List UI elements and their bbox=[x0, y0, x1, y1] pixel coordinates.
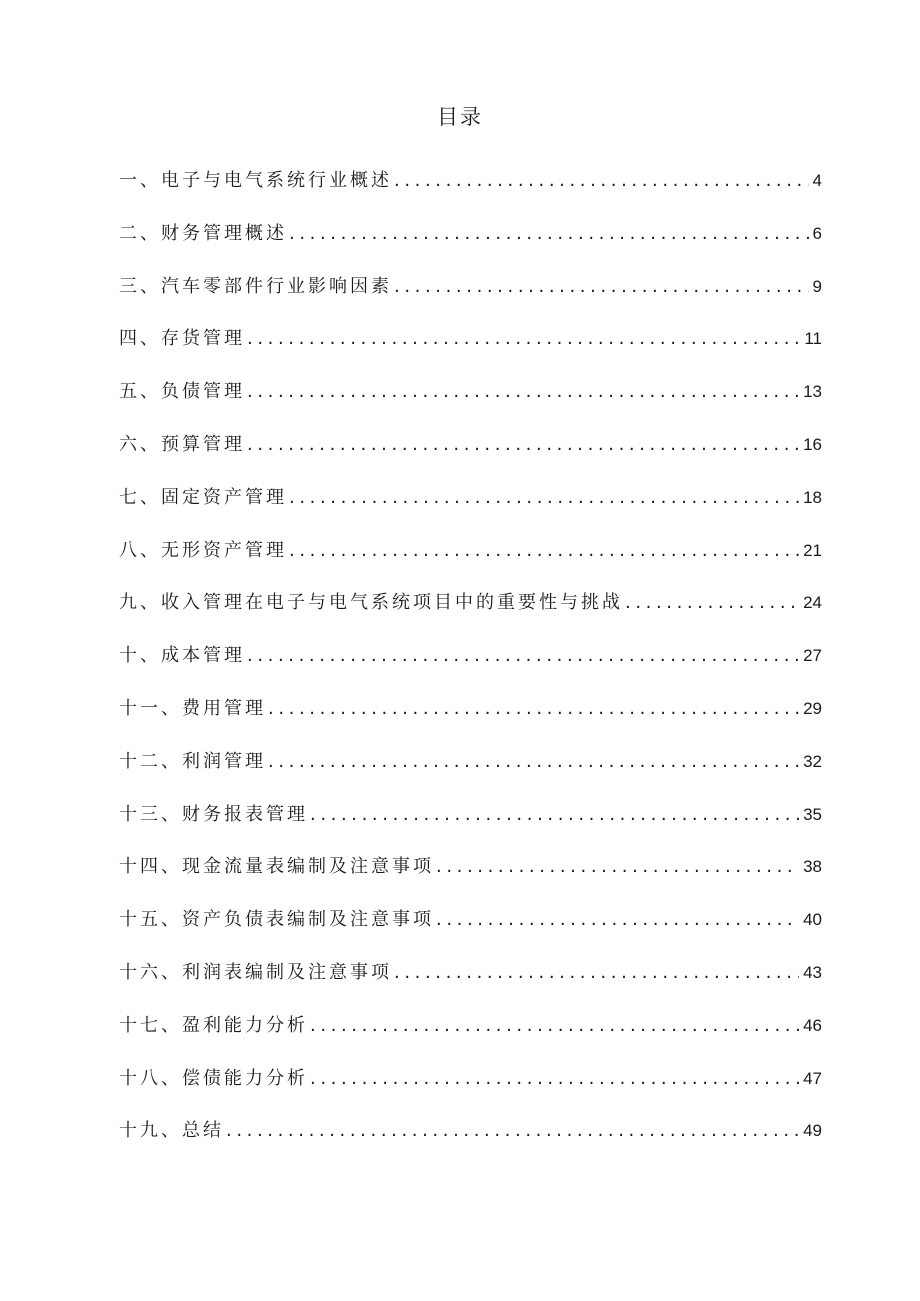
toc-dot-leader bbox=[310, 804, 799, 825]
toc-entry[interactable] bbox=[119, 219, 822, 272]
toc-entry[interactable] bbox=[119, 377, 822, 430]
toc-entry[interactable] bbox=[119, 905, 822, 958]
toc-entry-page-number: 24 bbox=[803, 593, 822, 613]
toc-dot-leader bbox=[394, 276, 809, 297]
toc-entry[interactable] bbox=[119, 641, 822, 694]
toc-entry[interactable] bbox=[119, 852, 822, 905]
toc-entry-page-number: 46 bbox=[803, 1015, 822, 1035]
toc-entry[interactable] bbox=[119, 272, 822, 325]
toc-entry-page-number: 40 bbox=[803, 910, 822, 930]
toc-entry-label: 七、固定资产管理 bbox=[119, 486, 287, 508]
toc-entry-label: 四、存货管理 bbox=[119, 328, 245, 350]
toc-entry-label: 十五、资产负债表编制及注意事项 bbox=[119, 909, 434, 931]
toc-entry-label: 九、收入管理在电子与电气系统项目中的重要性与挑战 bbox=[119, 592, 623, 614]
toc-dot-leader bbox=[247, 381, 799, 402]
toc-entry-label: 五、负债管理 bbox=[119, 381, 245, 403]
toc-entry-label: 十一、费用管理 bbox=[119, 697, 266, 719]
toc-entry-label: 二、财务管理概述 bbox=[119, 222, 287, 244]
toc-dot-leader bbox=[268, 751, 799, 772]
toc-dot-leader bbox=[310, 1068, 799, 1089]
toc-entry-label: 十七、盈利能力分析 bbox=[119, 1014, 308, 1036]
toc-dot-leader bbox=[289, 487, 799, 508]
toc-entry-page-number: 35 bbox=[803, 804, 822, 824]
toc-dot-leader bbox=[310, 1015, 799, 1036]
toc-entry[interactable] bbox=[119, 324, 822, 377]
toc-dot-leader bbox=[247, 645, 799, 666]
toc-entry-label: 六、预算管理 bbox=[119, 433, 245, 455]
toc-dot-leader bbox=[436, 909, 799, 930]
toc-entry[interactable] bbox=[119, 1011, 822, 1064]
toc-dot-leader bbox=[625, 592, 799, 613]
toc-entry-page-number: 16 bbox=[803, 434, 822, 454]
toc-dot-leader bbox=[436, 856, 799, 877]
toc-dot-leader bbox=[289, 540, 799, 561]
toc-entry-label: 十六、利润表编制及注意事项 bbox=[119, 961, 392, 983]
toc-dot-leader bbox=[394, 170, 809, 191]
toc-dot-leader bbox=[226, 1120, 799, 1141]
toc-entry-page-number: 6 bbox=[812, 223, 822, 243]
toc-entry-label: 十三、财务报表管理 bbox=[119, 803, 308, 825]
toc-entry-page-number: 4 bbox=[812, 171, 822, 190]
table-of-contents bbox=[119, 166, 822, 1169]
toc-dot-leader bbox=[247, 328, 800, 349]
toc-entry-page-number: 49 bbox=[803, 1121, 822, 1141]
toc-entry[interactable] bbox=[119, 166, 822, 219]
toc-entry-label: 十九、总结 bbox=[119, 1120, 224, 1142]
toc-dot-leader bbox=[268, 698, 799, 719]
toc-entry-page-number: 9 bbox=[812, 276, 822, 296]
toc-entry-page-number: 32 bbox=[803, 751, 822, 771]
toc-entry-label: 三、汽车零部件行业影响因素 bbox=[119, 275, 392, 297]
toc-entry-page-number: 13 bbox=[803, 382, 822, 402]
toc-entry-page-number: 38 bbox=[803, 857, 822, 877]
toc-entry[interactable] bbox=[119, 747, 822, 800]
toc-entry[interactable] bbox=[119, 536, 822, 589]
toc-dot-leader bbox=[247, 434, 799, 455]
toc-entry[interactable] bbox=[119, 430, 822, 483]
toc-dot-leader bbox=[394, 962, 799, 983]
toc-entry-page-number: 27 bbox=[803, 646, 822, 666]
toc-entry-page-number: 47 bbox=[803, 1068, 822, 1088]
toc-entry-label: 十四、现金流量表编制及注意事项 bbox=[119, 856, 434, 878]
toc-entry-label: 一、电子与电气系统行业概述 bbox=[119, 170, 392, 191]
toc-entry-page-number: 29 bbox=[803, 698, 822, 718]
toc-title: 目录 bbox=[437, 105, 483, 129]
toc-entry[interactable] bbox=[119, 1116, 822, 1169]
toc-entry-page-number: 21 bbox=[803, 540, 822, 560]
toc-entry-label: 十二、利润管理 bbox=[119, 750, 266, 772]
toc-entry-page-number: 11 bbox=[804, 329, 822, 349]
toc-entry-label: 十八、偿债能力分析 bbox=[119, 1067, 308, 1089]
toc-entry-page-number: 18 bbox=[803, 487, 822, 507]
toc-entry[interactable] bbox=[119, 958, 822, 1011]
toc-entry[interactable] bbox=[119, 694, 822, 747]
toc-entry-label: 八、无形资产管理 bbox=[119, 539, 287, 561]
toc-entry[interactable] bbox=[119, 588, 822, 641]
toc-entry[interactable] bbox=[119, 483, 822, 536]
toc-dot-leader bbox=[289, 223, 809, 244]
toc-entry[interactable] bbox=[119, 1064, 822, 1117]
toc-entry-label: 十、成本管理 bbox=[119, 645, 245, 667]
toc-entry-page-number: 43 bbox=[803, 962, 822, 982]
toc-entry[interactable] bbox=[119, 800, 822, 853]
